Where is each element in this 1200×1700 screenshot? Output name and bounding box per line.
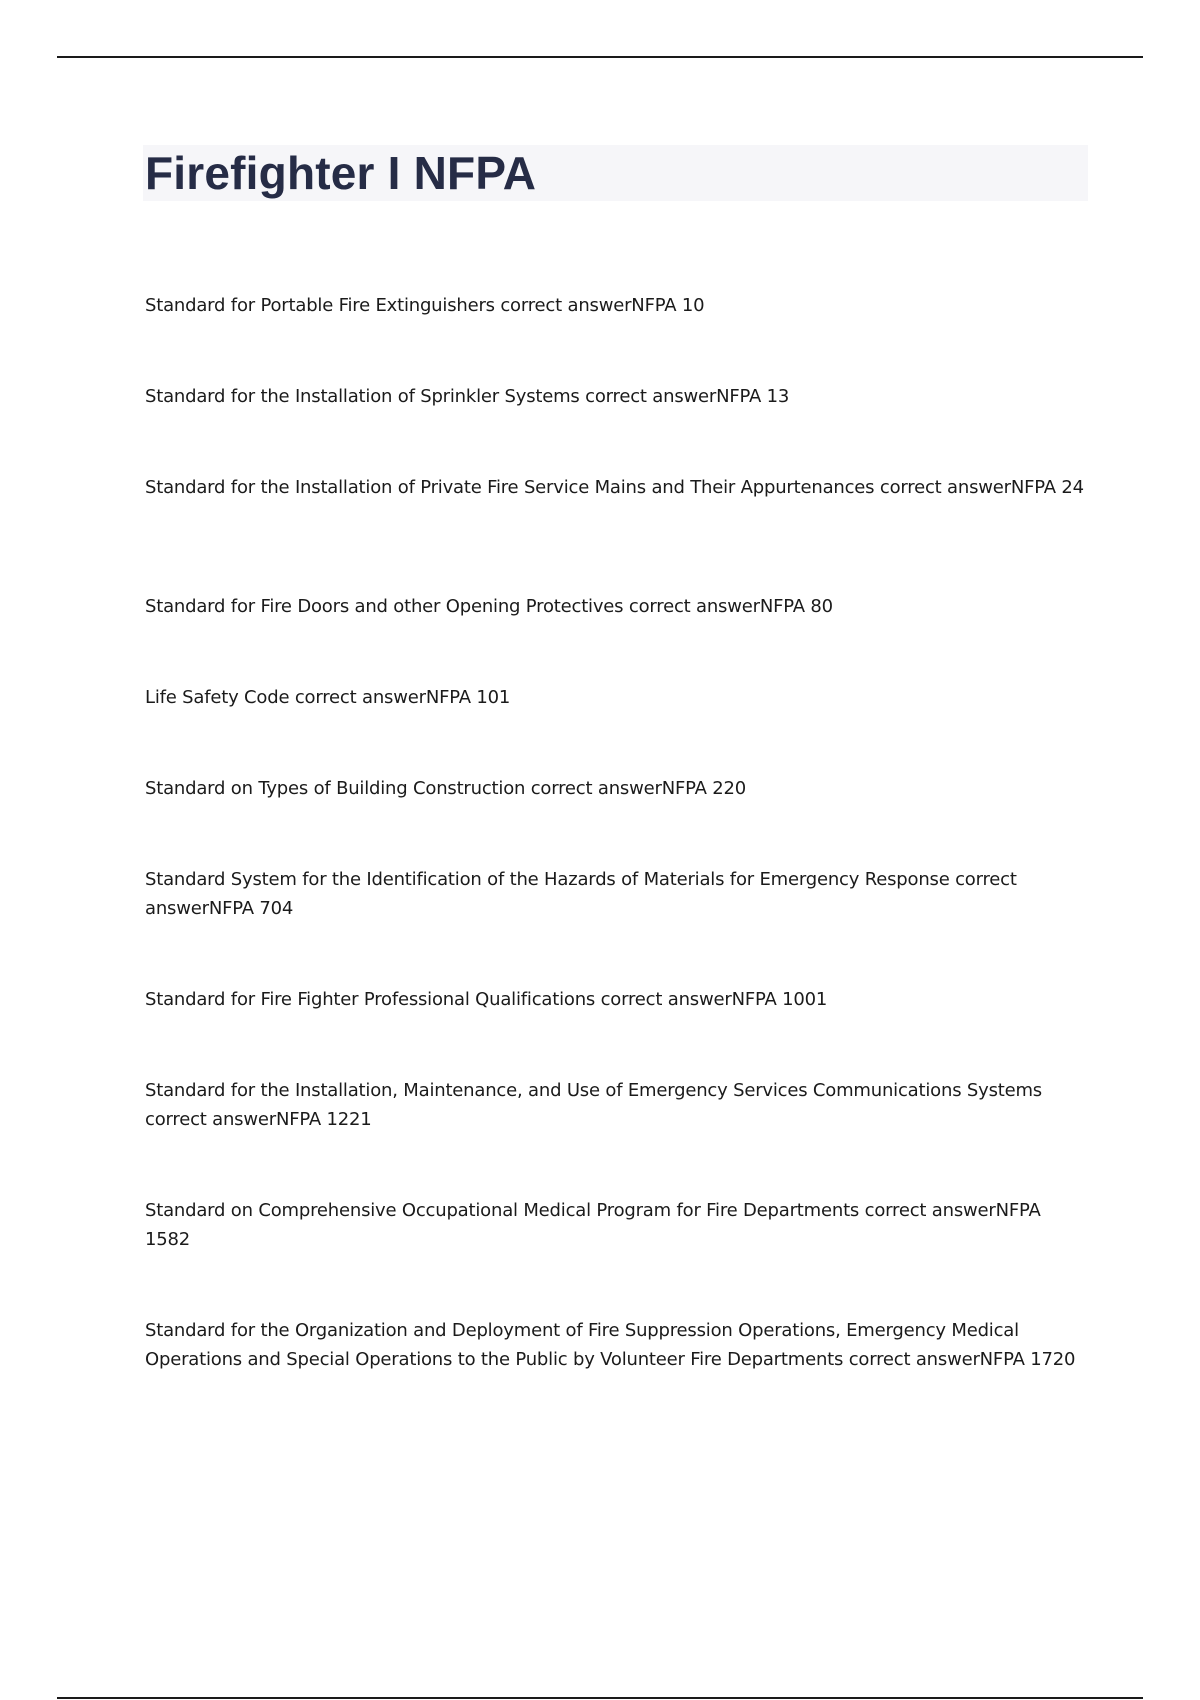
flashcard-entry: Standard System for the Identification of the Hazards of Materials for Emergency Response correct answerNFPA 704: [145, 869, 1017, 919]
flashcard-entry: Life Safety Code correct answerNFPA 101: [145, 687, 511, 708]
flashcard-entry: Standard for the Installation of Private Fire Service Mains and Their Appurtenances correct answerNFPA 24: [145, 477, 1084, 498]
flashcard-entry: Standard for Portable Fire Extinguishers correct answerNFPA 10: [145, 295, 705, 316]
flashcard-entry: Standard for Fire Fighter Professional Qualifications correct answerNFPA 1001: [145, 989, 828, 1010]
flashcard-entry: Standard for Fire Doors and other Opening Protectives correct answerNFPA 80: [145, 596, 833, 617]
flashcard-entry: Standard on Comprehensive Occupational Medical Program for Fire Departments correct answerNFPA 1582: [145, 1200, 1041, 1250]
top-rule: [57, 56, 1143, 58]
flashcard-entry: Standard for the Organization and Deployment of Fire Suppression Operations, Emergency Medical Operations and Special Operations to the Public by Volunteer Fire Departments correct answerNFPA 1720: [145, 1320, 1076, 1370]
flashcard-entry: Standard for the Installation of Sprinkler Systems correct answerNFPA 13: [145, 386, 790, 407]
flashcard-entry: Standard on Types of Building Construction correct answerNFPA 220: [145, 778, 747, 799]
page-title: Firefighter I NFPA: [145, 147, 537, 199]
flashcard-entry: Standard for the Installation, Maintenance, and Use of Emergency Services Communications Systems correct answerNFPA 1221: [145, 1080, 1042, 1130]
bottom-rule: [57, 1697, 1143, 1699]
